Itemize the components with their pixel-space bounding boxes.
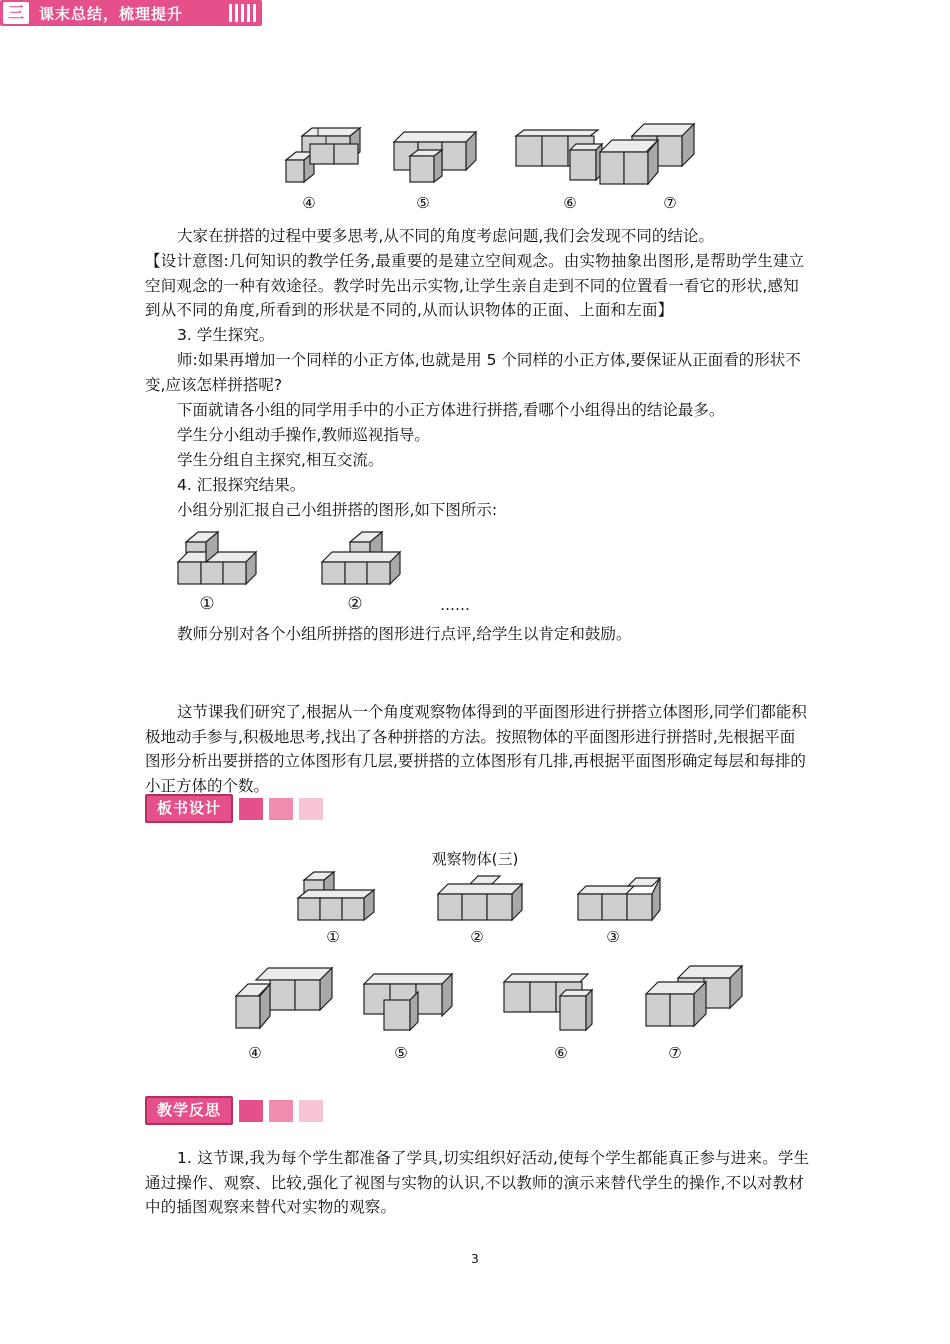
paragraph-comment: 教师分别对各个小组所拼搭的图形进行点评,给学生以肯定和鼓励。 bbox=[177, 625, 632, 643]
tag-square-mid bbox=[269, 1100, 293, 1122]
reflection-label: 教学反思 bbox=[145, 1096, 233, 1125]
paragraph-report: 小组分别汇报自己小组拼搭的图形,如下图所示: bbox=[177, 501, 498, 519]
board-label-1: ① bbox=[326, 928, 340, 946]
board-label-3: ③ bbox=[606, 928, 620, 946]
board-label-4: ④ bbox=[248, 1044, 262, 1062]
top-figure-label-6: ⑥ bbox=[563, 194, 577, 212]
board-label-5: ⑤ bbox=[394, 1044, 408, 1062]
step4-heading: 4. 汇报探究结果。 bbox=[177, 476, 306, 494]
tag-square-dark bbox=[239, 798, 263, 820]
board-figure-7 bbox=[644, 964, 744, 1028]
top-figure-label-4: ④ bbox=[302, 194, 316, 212]
reflection-paragraph: 1. 这节课,我为每个学生都准备了学具,切实组织好活动,使每个学生都能真正参与进来。学生通过操作、观察、比较,强化了视图与实物的认识,不以教师的演示来替代学生的操作,不以对教材中的插图观察来替代对实物的观察。 bbox=[145, 1149, 810, 1216]
board-label-6: ⑥ bbox=[554, 1044, 568, 1062]
figure-1-mid bbox=[176, 530, 258, 586]
figure-6-top bbox=[514, 128, 604, 184]
board-figure-5 bbox=[362, 970, 456, 1032]
section-number: 三 bbox=[3, 2, 29, 24]
banner-stripes bbox=[229, 4, 256, 22]
figure-2-mid bbox=[320, 530, 402, 586]
tag-square-light bbox=[299, 798, 323, 820]
board-label-7: ⑦ bbox=[668, 1044, 682, 1062]
board-figure-3 bbox=[576, 878, 662, 922]
board-figure-2 bbox=[436, 876, 526, 922]
paragraph-operation: 学生分小组动手操作,教师巡视指导。 bbox=[177, 426, 430, 444]
design-intent: 【设计意图:几何知识的教学任务,最重要的是建立空间观念。由实物抽象出图形,是帮助学生建立空间观念的一种有效途径。教学时先出示实物,让学生亲自走到不同的位置看一看它的形状,感知到从不同的角度,所看到的形状是不同的,从而认识物体的正面、上面和左面】 bbox=[145, 252, 805, 319]
page-number: 3 bbox=[471, 1252, 479, 1266]
board-figure-4 bbox=[234, 966, 334, 1030]
step3-heading: 3. 学生探究。 bbox=[177, 326, 275, 344]
paragraph-explore: 学生分组自主探究,相互交流。 bbox=[177, 451, 384, 469]
tag-square-dark bbox=[239, 1100, 263, 1122]
section-banner bbox=[0, 0, 262, 26]
mid-figure-label-2: ② bbox=[347, 594, 363, 614]
reflection-tag bbox=[145, 1098, 323, 1123]
section-title: 课末总结，梳理提升 bbox=[39, 4, 184, 23]
figure-4-top bbox=[284, 128, 374, 184]
top-figure-label-7: ⑦ bbox=[663, 194, 677, 212]
tag-square-mid bbox=[269, 798, 293, 820]
mid-figure-label-1: ① bbox=[199, 594, 215, 614]
teacher-question: 师:如果再增加一个同样的小正方体,也就是用 5 个同样的小正方体,要保证从正面看的形状不变,应该怎样拼搭呢? bbox=[145, 351, 801, 394]
board-design-label: 板书设计 bbox=[145, 794, 233, 823]
summary-paragraph: 这节课我们研究了,根据从一个角度观察物体得到的平面图形进行拼搭立体图形,同学们都能积极地动手参与,积极地思考,找出了各种拼搭的方法。按照物体的平面图形进行拼搭时,先根据平面图形分析出要拼搭的立体图形有几层,要拼搭的立体图形有几排,再根据平面图形确定每层和每排的小正方体的个数。 bbox=[145, 703, 807, 795]
board-title: 观察物体(三) bbox=[431, 850, 519, 868]
board-design-tag bbox=[145, 796, 323, 821]
paragraph-group-task: 下面就请各小组的同学用手中的小正方体进行拼搭,看哪个小组得出的结论最多。 bbox=[177, 401, 725, 419]
board-label-2: ② bbox=[470, 928, 484, 946]
ellipsis: …… bbox=[440, 596, 470, 614]
tag-square-light bbox=[299, 1100, 323, 1122]
paragraph-think: 大家在拼搭的过程中要多思考,从不同的角度考虑问题,我们会发现不同的结论。 bbox=[177, 227, 714, 245]
figure-7-top bbox=[598, 122, 696, 186]
top-figure-label-5: ⑤ bbox=[416, 194, 430, 212]
board-figure-6 bbox=[502, 972, 594, 1032]
figure-5-top bbox=[390, 128, 482, 184]
board-figure-1 bbox=[296, 870, 376, 922]
